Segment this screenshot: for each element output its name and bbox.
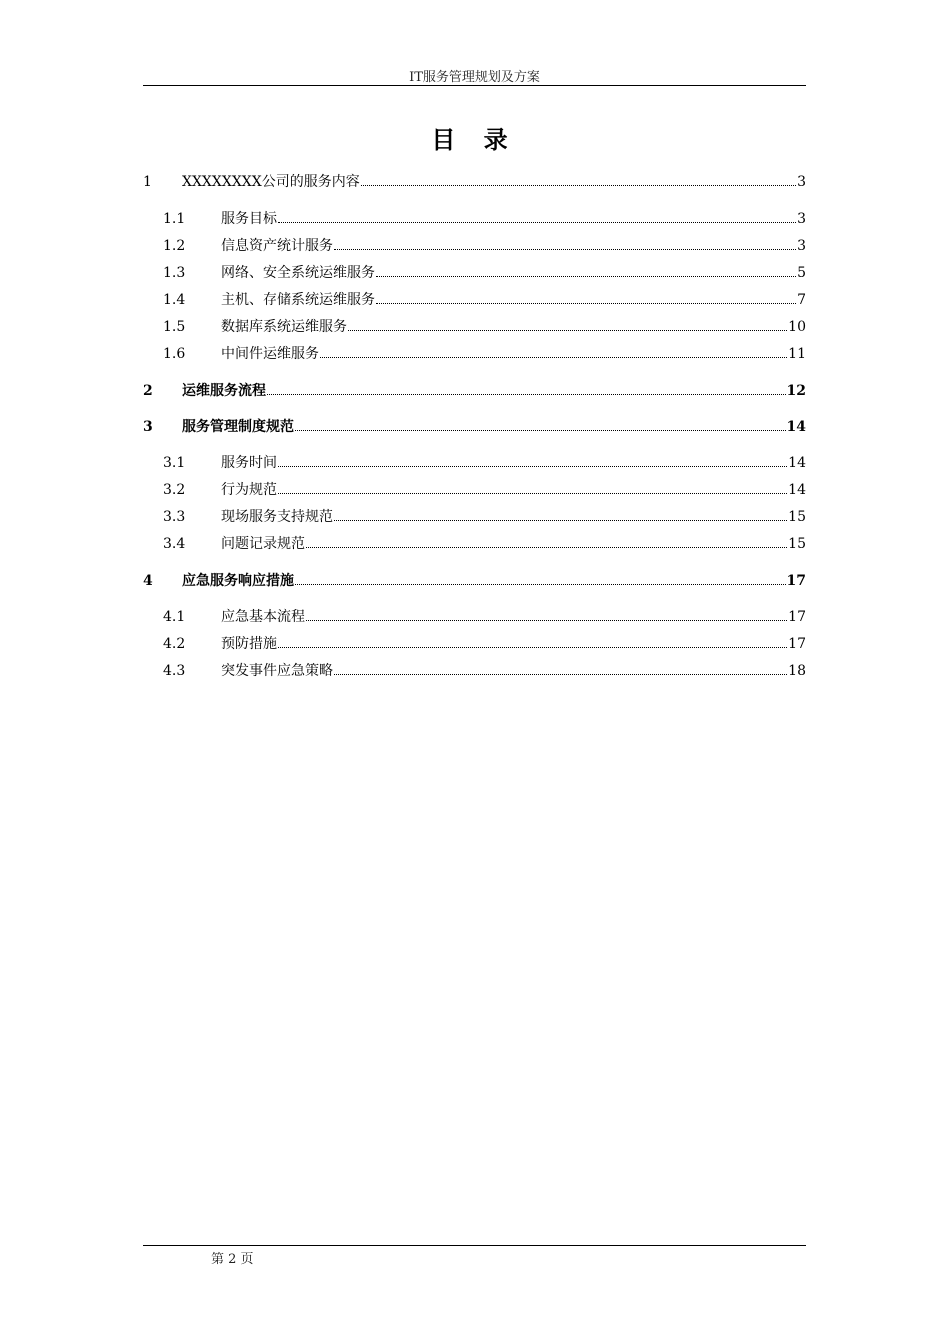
toc-entry-number: 4.1: [163, 609, 186, 625]
toc-entry[interactable]: [143, 171, 806, 193]
toc-entry-page: 17: [786, 573, 806, 589]
toc-dot-leader: [334, 506, 787, 521]
toc-entry[interactable]: [143, 380, 806, 402]
toc-dot-leader: [278, 479, 787, 494]
toc-entry-page: 14: [788, 482, 806, 498]
toc-entry[interactable]: [143, 570, 806, 592]
toc-entry[interactable]: [143, 606, 806, 628]
toc-entry-title: 行为规范: [221, 482, 277, 498]
toc-entry-title: XXXXXXXX公司的服务内容: [182, 174, 360, 190]
toc-dot-leader: [278, 452, 787, 467]
toc-entry[interactable]: [143, 633, 806, 655]
toc-entry-number: 3: [143, 419, 153, 435]
toc-dot-leader: [278, 208, 796, 223]
toc-entry[interactable]: [143, 660, 806, 682]
toc-dot-leader: [361, 171, 796, 186]
toc-entry-number: 1.5: [163, 319, 186, 335]
toc-dot-leader: [295, 570, 786, 585]
toc-entry-number: 1.6: [163, 346, 186, 362]
toc-dot-leader: [376, 262, 796, 277]
toc-entry-title: 信息资产统计服务: [221, 238, 333, 254]
toc-entry-page: 18: [788, 663, 806, 679]
toc-entry-number: 2: [143, 383, 153, 399]
toc-entry-title: 运维服务流程: [182, 383, 266, 399]
toc-dot-leader: [267, 380, 786, 395]
toc-entry[interactable]: [143, 262, 806, 284]
toc-entry[interactable]: [143, 235, 806, 257]
toc-entry-page: 3: [797, 211, 806, 227]
footer-divider: [143, 1245, 806, 1246]
toc-entry-title: 现场服务支持规范: [221, 509, 333, 525]
toc-entry[interactable]: [143, 452, 806, 474]
toc-entry[interactable]: [143, 208, 806, 230]
toc-dot-leader: [306, 533, 787, 548]
toc-dot-leader: [278, 633, 787, 648]
toc-entry[interactable]: [143, 343, 806, 365]
toc-entry-page: 12: [786, 383, 806, 399]
toc-entry-number: 3.2: [163, 482, 186, 498]
toc-entry-page: 11: [788, 346, 806, 362]
toc-entry-number: 1: [143, 174, 152, 190]
toc-entry-number: 4.2: [163, 636, 186, 652]
toc-entry-page: 17: [788, 609, 806, 625]
toc-dot-leader: [306, 606, 787, 621]
toc-entry[interactable]: [143, 533, 806, 555]
toc-entry-page: 14: [786, 419, 806, 435]
toc-entry-number: 1.2: [163, 238, 186, 254]
toc-entry-title: 服务时间: [221, 455, 277, 471]
header-divider: [143, 85, 806, 86]
toc-entry-number: 1.3: [163, 265, 186, 281]
toc-entry-page: 15: [788, 536, 806, 552]
toc-entry-title: 突发事件应急策略: [221, 663, 333, 679]
toc-entry-title: 网络、安全系统运维服务: [221, 265, 375, 281]
toc-dot-leader: [334, 660, 787, 675]
toc-dot-leader: [376, 289, 796, 304]
toc-entry-title: 主机、存储系统运维服务: [221, 292, 375, 308]
toc-entry-title: 服务管理制度规范: [182, 419, 294, 435]
toc-entry-number: 1.4: [163, 292, 186, 308]
toc-dot-leader: [334, 235, 796, 250]
toc-entry[interactable]: [143, 316, 806, 338]
toc-entry-number: 3.3: [163, 509, 186, 525]
toc-title: 目 录: [431, 125, 518, 154]
toc-entry-number: 4: [143, 573, 153, 589]
toc-entry-number: 3.4: [163, 536, 186, 552]
toc-entry[interactable]: [143, 506, 806, 528]
toc-dot-leader: [320, 343, 787, 358]
toc-dot-leader: [348, 316, 787, 331]
toc-entry-title: 数据库系统运维服务: [221, 319, 347, 335]
toc-dot-leader: [295, 416, 786, 431]
toc-entry-page: 10: [788, 319, 806, 335]
toc-entry-title: 中间件运维服务: [221, 346, 319, 362]
toc-entry-page: 7: [797, 292, 806, 308]
toc-entry-page: 3: [797, 238, 806, 254]
toc-entry-number: 3.1: [163, 455, 186, 471]
toc-entry-title: 应急基本流程: [221, 609, 305, 625]
toc-entry-page: 15: [788, 509, 806, 525]
toc-entry-number: 1.1: [163, 211, 186, 227]
page-header: IT服务管理规划及方案: [409, 70, 540, 85]
toc-entry-title: 服务目标: [221, 211, 277, 227]
toc-entry[interactable]: [143, 416, 806, 438]
toc-entry-page: 3: [797, 174, 806, 190]
toc-entry-page: 17: [788, 636, 806, 652]
toc-entry[interactable]: [143, 289, 806, 311]
toc-entry-title: 应急服务响应措施: [182, 573, 294, 589]
toc-entry-page: 5: [797, 265, 806, 281]
toc-entry-title: 预防措施: [221, 636, 277, 652]
toc-entry[interactable]: [143, 479, 806, 501]
page-footer: 第 2 页: [211, 1252, 254, 1267]
toc-entry-page: 14: [788, 455, 806, 471]
toc-entry-number: 4.3: [163, 663, 186, 679]
toc-entry-title: 问题记录规范: [221, 536, 305, 552]
